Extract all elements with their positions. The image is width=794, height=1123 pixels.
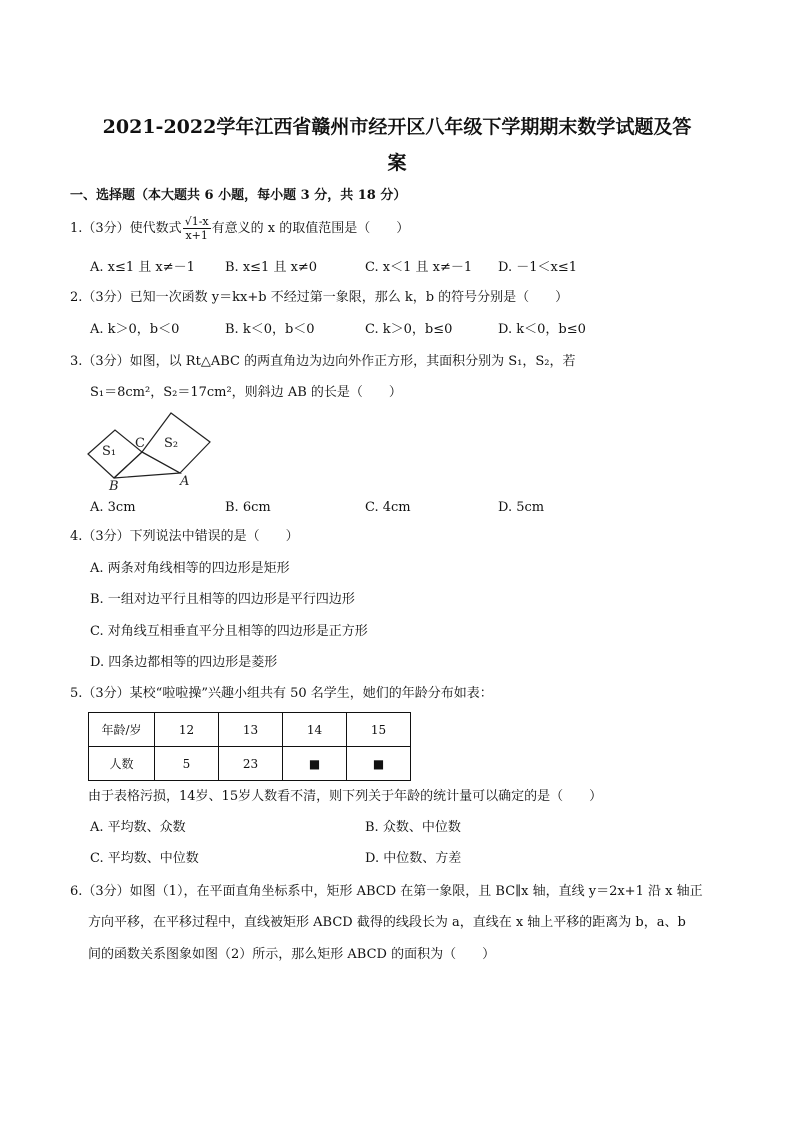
- table-cell: 15: [347, 713, 411, 747]
- label-b: B: [109, 479, 119, 490]
- q3-option-b: B. 6cm: [225, 500, 271, 515]
- doc-title-line1: 2021-2022学年江西省赣州市经开区八年级下学期期末数学试题及答: [102, 116, 692, 138]
- table-cell: 5: [155, 747, 219, 781]
- q3-option-d: D. 5cm: [498, 500, 545, 515]
- q1-post: 有意义的 x 的取值范围是（ ）: [211, 221, 410, 236]
- q1-option-a: A. x≤1 且 x≠－1: [90, 260, 195, 275]
- q1-stem: [70, 214, 409, 244]
- section-heading: 一、选择题（本大题共 6 小题，每小题 3 分，共 18 分）: [70, 188, 407, 203]
- q5-option-a: A. 平均数、众数: [90, 820, 186, 835]
- q6-stem-line2: 方向平移，在平移过程中，直线被矩形 ABCD 截得的线段长为 a，直线在 x 轴上平移的距离为 b，a、b: [88, 915, 686, 930]
- triangle-abc: [114, 452, 180, 478]
- table-cell: 12: [155, 713, 219, 747]
- q6-stem-line1: 6.（3分）如图（1），在平面直角坐标系中，矩形 ABCD 在第一象限，且 BC∥x 轴，直线 y＝2x+1 沿 x 轴正: [70, 884, 703, 899]
- q3-stem-line1: 3.（3分）如图，以 Rt△ABC 的两直角边为边向外作正方形，其面积分别为 S₁，S₂，若: [70, 354, 576, 369]
- q2-option-a: A. k＞0，b＜0: [90, 322, 180, 337]
- q1-fraction: [183, 215, 211, 242]
- q4-option-d: D. 四条边都相等的四边形是菱形: [90, 655, 278, 670]
- q1-option-b: B. x≤1 且 x≠0: [225, 260, 318, 275]
- table-cell: 13: [219, 713, 283, 747]
- q3-figure: [80, 405, 220, 490]
- label-s1: S₁: [102, 444, 117, 459]
- q3-stem-line2: S₁＝8cm²，S₂＝17cm²，则斜边 AB 的长是（ ）: [90, 385, 402, 400]
- q2-option-d: D. k＜0，b≤0: [498, 322, 586, 337]
- table-row: [89, 747, 411, 781]
- table-row: [89, 713, 411, 747]
- table-cell: 人数: [89, 747, 155, 781]
- q4-option-b: B. 一组对边平行且相等的四边形是平行四边形: [90, 592, 355, 607]
- q1-pre: 1.（3分）使代数式: [70, 221, 182, 236]
- q4-stem: 4.（3分）下列说法中错误的是（ ）: [70, 529, 299, 544]
- q5-stem: 5.（3分）某校“啦啦操”兴趣小组共有 50 名学生，她们的年龄分布如表：: [70, 686, 493, 701]
- table-cell: 年龄/岁: [89, 713, 155, 747]
- label-s2: S₂: [164, 436, 179, 451]
- q1-option-d: D. －1＜x≤1: [498, 260, 577, 275]
- table-cell: 14: [283, 713, 347, 747]
- q3-option-c: C. 4cm: [365, 500, 411, 515]
- q1-option-c: C. x＜1 且 x≠－1: [365, 260, 473, 275]
- q3-option-a: A. 3cm: [90, 500, 136, 515]
- q5-option-c: C. 平均数、中位数: [90, 851, 199, 866]
- table-cell: 23: [219, 747, 283, 781]
- q6-stem-line3: 间的函数关系图象如图（2）所示，那么矩形 ABCD 的面积为（ ）: [88, 947, 496, 962]
- q1-numerator: √1-x: [184, 215, 209, 228]
- q2-option-b: B. k＜0，b＜0: [225, 322, 315, 337]
- age-table: [88, 712, 411, 781]
- q5-option-d: D. 中位数、方差: [365, 851, 462, 866]
- q2-stem: 2.（3分）已知一次函数 y＝kx+b 不经过第一象限，那么 k，b 的符号分别是（ ）: [70, 290, 569, 305]
- doc-title-line2: 案: [387, 152, 407, 174]
- q5-followup: 由于表格污损，14岁、15岁人数看不清，则下列关于年龄的统计量可以确定的是（ ）: [88, 789, 603, 804]
- label-c: C: [135, 436, 145, 451]
- q4-option-a: A. 两条对角线相等的四边形是矩形: [90, 561, 290, 576]
- table-cell: ■: [347, 747, 411, 781]
- q2-option-c: C. k＞0，b≤0: [365, 322, 453, 337]
- label-a: A: [180, 474, 190, 489]
- q1-denominator: x+1: [185, 229, 208, 242]
- q4-option-c: C. 对角线互相垂直平分且相等的四边形是正方形: [90, 624, 368, 639]
- q5-option-b: B. 众数、中位数: [365, 820, 461, 835]
- table-cell: ■: [283, 747, 347, 781]
